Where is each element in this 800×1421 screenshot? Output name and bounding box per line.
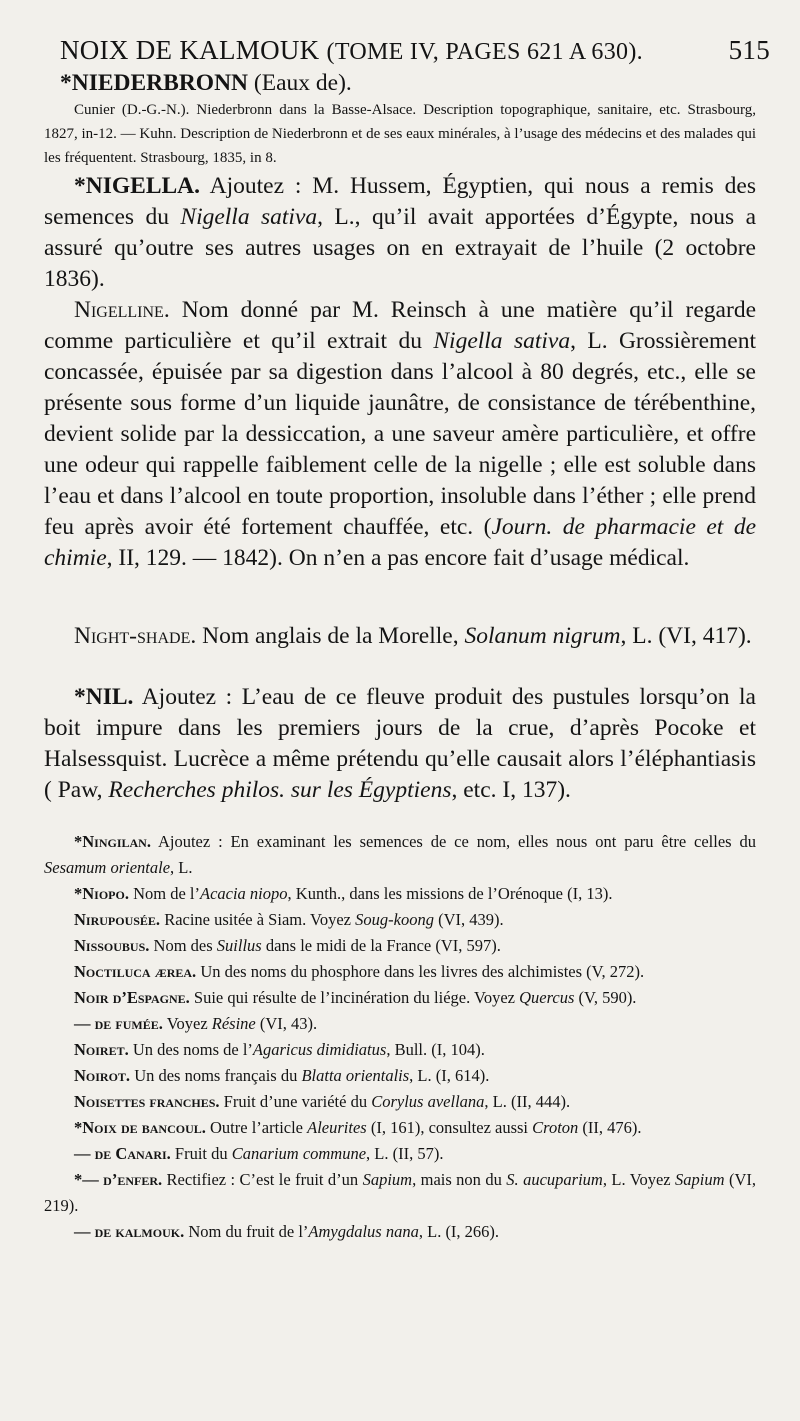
entry-text: Ajoutez : L’eau de ce fleuve produit des pustules lorsqu’on la boit impure dans les premiers jours de la crue, d’après Pocoke et Halsessquist. Lucrèce a même prétendu qu’elle causait alors l’éléphantiasis ( Paw, (44, 684, 756, 803)
entry-head: Noisettes franches. (74, 1092, 220, 1111)
list-item (44, 907, 756, 933)
entry-niederbronn-bibliography (44, 98, 756, 170)
list-item (44, 1219, 756, 1245)
entry-text: Un des noms du phosphore dans les livres des alchimistes (V, 272). (196, 962, 645, 981)
entry-text: , Bull. (I, 104). (386, 1040, 485, 1059)
entry-head: Noirot. (74, 1066, 131, 1085)
entry-head: *NIGELLA. (74, 173, 201, 199)
entry-text: , L. (I, 266). (418, 1222, 500, 1241)
entry-nigella (44, 171, 756, 295)
entry-text: Nom de l’ (128, 884, 200, 903)
entry-head: *NIL. (74, 684, 134, 710)
entry-italic: Nigella sativa (180, 204, 318, 230)
entry-text: , L. (170, 858, 193, 877)
entry-text: , L. Voyez (602, 1170, 676, 1189)
entry-night-shade (44, 621, 756, 652)
entry-head: Noiret. (74, 1040, 129, 1059)
entry-italic: Amygdalus nana (308, 1222, 419, 1241)
list-item (44, 985, 756, 1011)
entry-italic: Quercus (519, 988, 575, 1007)
entry-italic: Journ. de pharmacie et de chimie (44, 514, 757, 571)
entry-text: , II, 129. — 1842). On n’en a pas encore fait d’usage médical. (106, 545, 690, 571)
entry-italic: Croton (532, 1118, 579, 1137)
entry-text: , L., qu’il avait apportées d’Égypte, nous a assuré qu’outre ses autres usages on en extrayait de l’huile (2 octobre 1836). (44, 204, 756, 292)
entry-text: , L. (I, 614). (409, 1066, 490, 1085)
entry-italic: Recherches philos. sur les Égyptiens (108, 777, 452, 803)
entry-italic: S. aucuparium (506, 1170, 603, 1189)
entry-text: , Kunth., dans les missions de l’Orénoque (I, 13). (287, 884, 613, 903)
running-header (60, 35, 770, 66)
entry-italic: Aleurites (307, 1118, 367, 1137)
entry-head: Nigelline. (74, 297, 170, 323)
entry-text: , L. (II, 57). (366, 1144, 444, 1163)
entry-italic: Acacia niopo (200, 884, 288, 903)
entry-italic: Canarium commune (231, 1144, 367, 1163)
entry-head: — de fumée. (74, 1014, 163, 1033)
entry-text: Suie qui résulte de l’incinération du liége. Voyez (189, 988, 520, 1007)
entry-italic: Suillus (216, 936, 262, 955)
entry-head: Noir d’Espagne. (74, 988, 190, 1007)
entry-head: *NIEDERBRONN (60, 70, 249, 96)
entry-italic: Nigella sativa (433, 328, 571, 354)
list-item (44, 881, 756, 907)
entry-text: (V, 590). (574, 988, 637, 1007)
entry-text: Racine usitée à Siam. Voyez (160, 910, 356, 929)
entry-head: Night-shade. (74, 623, 197, 649)
list-item (44, 959, 756, 985)
entry-head: — de Canari. (74, 1144, 171, 1163)
entry-italic: Soug-koong (355, 910, 434, 929)
entry-text: Cunier (D.-G.-N.). Niederbronn dans la Basse-Alsace. Description topographique, sanitaire, etc. Strasbourg, 1827, in-12. — Kuhn. Description de Niederbronn et de ses eaux minérales, à l’usage des médecins et des malades qui les fréquentent. Strasbourg, 1835, in 8. (44, 102, 756, 166)
entry-italic: Sesamum orientale (44, 858, 171, 877)
entry-text: (VI, 219). (44, 1170, 756, 1215)
entry-text: , mais non du (412, 1170, 507, 1189)
page-number: 515 (728, 35, 770, 65)
entry-text: Nom anglais de la Morelle, (196, 623, 465, 649)
entry-text: (I, 161), consultez aussi (366, 1118, 533, 1137)
entry-text: , L. (II, 444). (484, 1092, 571, 1111)
entry-text: Rectifiez : C’est le fruit d’un (162, 1170, 363, 1189)
entry-head: Noctiluca ærea. (74, 962, 197, 981)
entry-text: (II, 476). (578, 1118, 642, 1137)
entry-italic: Sapium (675, 1170, 725, 1189)
entry-text: Un des noms français du (130, 1066, 302, 1085)
entry-text: , L. Grossièrement concassée, épuisée par sa digestion dans l’alcool à 80 degrés, etc., elle se présente sous forme d’un liquide jaunâtre, de consistance de térébenthine, devient solide par la dessiccation, a une saveur amère particulière, et offre une odeur qui rappelle faiblement celle de la nigelle ; elle est soluble dans l’eau et dans l’alcool en toute proportion, insoluble dans l’éther ; elle prend feu après avoir été fortement chauffée, etc. ( (44, 328, 756, 540)
list-item (44, 1037, 756, 1063)
entry-text: Nom des (149, 936, 217, 955)
entry-italic: Agaricus dimidiatus (252, 1040, 387, 1059)
entry-text: Outre l’article (205, 1118, 308, 1137)
entry-italic: Résine (211, 1014, 256, 1033)
entry-italic: Sapium (362, 1170, 413, 1189)
small-entries (44, 829, 756, 1245)
entry-text: (Eaux de). (248, 70, 352, 96)
entry-text: dans le midi de la France (VI, 597). (261, 936, 501, 955)
entry-head: *Ningilan. (74, 832, 151, 851)
entry-text: Ajoutez : M. Hussem, Égyptien, qui nous a remis des semences du (44, 173, 756, 230)
header-volume: (TOME IV, PAGES 621 A 630). (326, 39, 643, 65)
entry-text: Nom donné par M. Reinsch à une matière qu’il regarde comme particulière et qu’il extrait du (44, 297, 756, 354)
entry-head: Nissoubus. (74, 936, 150, 955)
entry-italic: Solanum nigrum (464, 623, 621, 649)
entry-text: (VI, 439). (433, 910, 504, 929)
entry-text: (VI, 43). (255, 1014, 318, 1033)
entry-head: Nirupousée. (74, 910, 161, 929)
list-item (44, 1115, 756, 1141)
entry-text: Voyez (162, 1014, 212, 1033)
entry-head: *— d’enfer. (74, 1170, 163, 1189)
entry-text: Un des noms de l’ (128, 1040, 253, 1059)
entry-text: Ajoutez : En examinant les semences de ce nom, elles nous ont paru être celles du (150, 832, 756, 851)
list-item (44, 1089, 756, 1115)
entry-head: *Niopo. (74, 884, 129, 903)
list-item (44, 933, 756, 959)
list-item (44, 829, 756, 881)
entry-head: *Noix de bancoul. (74, 1118, 206, 1137)
entry-nil (44, 682, 756, 806)
entry-text: Fruit d’une variété du (219, 1092, 372, 1111)
entry-italic: Corylus avellana (371, 1092, 485, 1111)
entry-head: — de kalmouk. (74, 1222, 185, 1241)
list-item (44, 1141, 756, 1167)
entry-niederbronn (60, 68, 772, 99)
entry-nigelline (44, 295, 756, 574)
list-item (44, 1011, 756, 1037)
entry-text: , etc. I, 137). (451, 777, 571, 803)
list-item (44, 1063, 756, 1089)
entry-text: Nom du fruit de l’ (184, 1222, 309, 1241)
entry-italic: Blatta orientalis (301, 1066, 410, 1085)
list-item (44, 1167, 756, 1219)
entry-text: , L. (VI, 417). (620, 623, 752, 649)
entry-text: Fruit du (170, 1144, 232, 1163)
header-title: NOIX DE KALMOUK (60, 35, 320, 65)
